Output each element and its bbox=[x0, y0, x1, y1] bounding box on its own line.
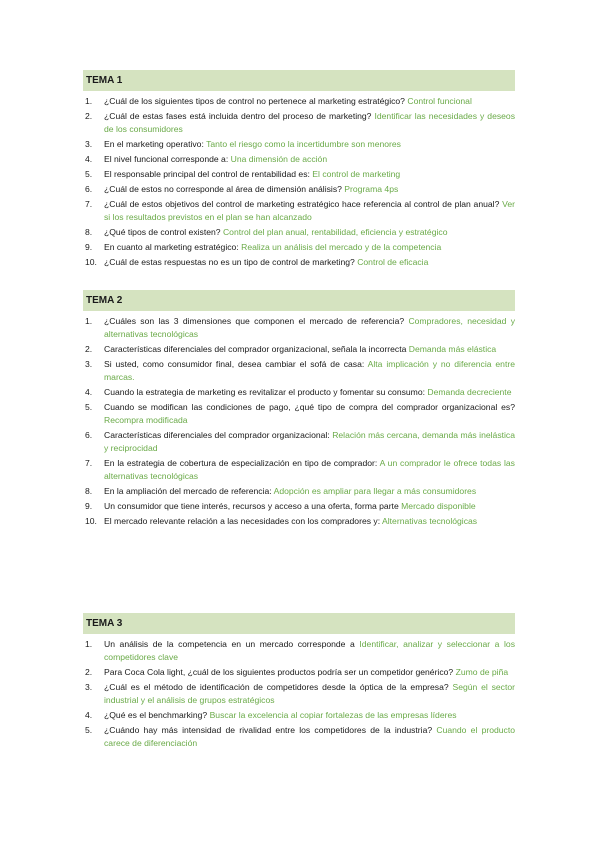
item-number: 6. bbox=[85, 184, 93, 194]
list-item bbox=[83, 256, 515, 269]
list-item bbox=[83, 666, 515, 679]
item-number: 1. bbox=[85, 316, 93, 326]
list-item bbox=[83, 198, 515, 224]
question-text: El nivel funcional corresponde a: bbox=[104, 154, 229, 164]
item-number: 8. bbox=[85, 486, 93, 496]
list-item bbox=[83, 315, 515, 341]
list-item bbox=[83, 515, 515, 528]
question-text: ¿Cuál de los siguientes tipos de control no pertenece al marketing estratégico? bbox=[104, 96, 405, 106]
answer-text: Realiza un análisis del mercado y de la competencia bbox=[241, 242, 442, 252]
list-item bbox=[83, 168, 515, 181]
answer-text: El control de marketing bbox=[312, 169, 401, 179]
list-item bbox=[83, 95, 515, 108]
answer-text: Adopción es ampliar para llegar a más consumidores bbox=[273, 486, 477, 496]
question-list bbox=[83, 95, 515, 269]
question-text: Un análisis de la competencia en un mercado corresponde a bbox=[104, 639, 355, 649]
question-text: Características diferenciales del comprador organizacional, señala la incorrecta bbox=[104, 344, 407, 354]
item-number: 4. bbox=[85, 387, 93, 397]
question-text: Para Coca Cola light, ¿cuál de los siguientes productos podría ser un competidor genérico? bbox=[104, 667, 454, 677]
section-header: TEMA 3 bbox=[83, 613, 515, 634]
list-item bbox=[83, 401, 515, 427]
item-number: 9. bbox=[85, 501, 93, 511]
item-number: 3. bbox=[85, 359, 93, 369]
item-number: 5. bbox=[85, 725, 93, 735]
question-text: En cuanto al marketing estratégico: bbox=[104, 242, 239, 252]
answer-text: Relación más cercana, demanda más inelástica y reciprocidad bbox=[104, 430, 515, 453]
question-text: Cuando la estrategia de marketing es revitalizar el producto y fomentar su consumo: bbox=[104, 387, 425, 397]
question-text: El mercado relevante relación a las necesidades con los compradores y: bbox=[104, 516, 381, 526]
section-header: TEMA 1 bbox=[83, 70, 515, 91]
item-number: 5. bbox=[85, 402, 93, 412]
list-item bbox=[83, 429, 515, 455]
answer-text: Ver si los resultados previstos en el plan se han alcanzado bbox=[104, 199, 515, 222]
list-item bbox=[83, 638, 515, 664]
item-number: 10. bbox=[85, 257, 97, 267]
list-item bbox=[83, 724, 515, 750]
section-tema-3 bbox=[83, 613, 515, 752]
answer-text: Zumo de piña bbox=[455, 667, 509, 677]
list-item bbox=[83, 681, 515, 707]
item-number: 7. bbox=[85, 199, 93, 209]
list-item bbox=[83, 183, 515, 196]
answer-text: Identificar las necesidades y deseos de los consumidores bbox=[104, 111, 516, 134]
item-number: 3. bbox=[85, 682, 93, 692]
list-item bbox=[83, 485, 515, 498]
question-text: El responsable principal del control de rentabilidad es: bbox=[104, 169, 310, 179]
answer-text: Una dimensión de acción bbox=[230, 154, 328, 164]
answer-text: Tanto el riesgo como la incertidumbre son menores bbox=[206, 139, 401, 149]
answer-text: Demanda decreciente bbox=[427, 387, 512, 397]
answer-text: Cuando el producto carece de diferenciación bbox=[104, 725, 516, 748]
question-text: En la ampliación del mercado de referencia: bbox=[104, 486, 272, 496]
answer-text: Recompra modificada bbox=[104, 415, 188, 425]
item-number: 6. bbox=[85, 430, 93, 440]
list-item bbox=[83, 110, 515, 136]
question-list bbox=[83, 315, 515, 528]
list-item bbox=[83, 500, 515, 513]
question-list bbox=[83, 638, 515, 750]
list-item bbox=[83, 358, 515, 384]
list-item bbox=[83, 457, 515, 483]
answer-text: Demanda más elástica bbox=[408, 344, 497, 354]
answer-text: Alternativas tecnológicas bbox=[382, 516, 478, 526]
question-text: ¿Cuál de estas respuestas no es un tipo de control de marketing? bbox=[104, 257, 355, 267]
question-text: Un consumidor que tiene interés, recursos y acceso a una oferta, forma parte bbox=[104, 501, 399, 511]
question-text: Si usted, como consumidor final, desea cambiar el sofá de casa: bbox=[104, 359, 365, 369]
answer-text: Control de eficacia bbox=[357, 257, 429, 267]
question-text: ¿Cuál de estos no corresponde al área de dimensión análisis? bbox=[104, 184, 342, 194]
answer-text: Mercado disponible bbox=[401, 501, 476, 511]
item-number: 10. bbox=[85, 516, 97, 526]
section-tema-2 bbox=[83, 290, 515, 530]
list-item bbox=[83, 241, 515, 254]
item-number: 8. bbox=[85, 227, 93, 237]
question-text: Cuando se modifican las condiciones de pago, ¿qué tipo de compra del comprador organizacional es? bbox=[104, 402, 515, 412]
list-item bbox=[83, 138, 515, 151]
item-number: 1. bbox=[85, 639, 93, 649]
item-number: 9. bbox=[85, 242, 93, 252]
item-number: 2. bbox=[85, 667, 93, 677]
answer-text: A un comprador le ofrece todas las alternativas tecnológicas bbox=[104, 458, 515, 481]
question-text: En el marketing operativo: bbox=[104, 139, 204, 149]
question-text: ¿Cuál es el método de identificación de competidores desde la óptica de la empresa? bbox=[104, 682, 449, 692]
answer-text: Alta implicación y no diferencia entre marcas. bbox=[104, 359, 515, 382]
question-text: ¿Cuál de estas fases está incluida dentro del proceso de marketing? bbox=[104, 111, 372, 121]
answer-text: Según el sector industrial y el análisis de grupos estratégicos bbox=[104, 682, 516, 705]
answer-text: Control del plan anual, rentabilidad, eficiencia y estratégico bbox=[222, 227, 448, 237]
question-text: ¿Cuándo hay más intensidad de rivalidad entre los competidores de la industria? bbox=[104, 725, 433, 735]
question-text: Características diferenciales del comprador organizacional: bbox=[104, 430, 330, 440]
question-text: ¿Qué es el benchmarking? bbox=[104, 710, 208, 720]
answer-text: Buscar la excelencia al copiar fortalezas de las empresas líderes bbox=[209, 710, 457, 720]
list-item bbox=[83, 386, 515, 399]
list-item bbox=[83, 709, 515, 722]
answer-text: Identificar, analizar y seleccionar a los competidores clave bbox=[104, 639, 516, 662]
list-item bbox=[83, 153, 515, 166]
answer-text: Control funcional bbox=[407, 96, 472, 106]
item-number: 3. bbox=[85, 139, 93, 149]
list-item bbox=[83, 343, 515, 356]
item-number: 1. bbox=[85, 96, 93, 106]
answer-text: Compradores, necesidad y alternativas tecnológicas bbox=[104, 316, 515, 339]
section-header: TEMA 2 bbox=[83, 290, 515, 311]
item-number: 5. bbox=[85, 169, 93, 179]
item-number: 4. bbox=[85, 710, 93, 720]
item-number: 2. bbox=[85, 344, 93, 354]
list-item bbox=[83, 226, 515, 239]
question-text: ¿Cuáles son las 3 dimensiones que componen el mercado de referencia? bbox=[104, 316, 405, 326]
question-text: ¿Cuál de estos objetivos del control de marketing estratégico hace referencia al control de plan anual? bbox=[104, 199, 500, 209]
answer-text: Programa 4ps bbox=[344, 184, 399, 194]
section-tema-1 bbox=[83, 70, 515, 271]
item-number: 7. bbox=[85, 458, 93, 468]
item-number: 4. bbox=[85, 154, 93, 164]
question-text: En la estrategia de cobertura de especialización en tipo de comprador: bbox=[104, 458, 378, 468]
item-number: 2. bbox=[85, 111, 93, 121]
question-text: ¿Qué tipos de control existen? bbox=[104, 227, 221, 237]
